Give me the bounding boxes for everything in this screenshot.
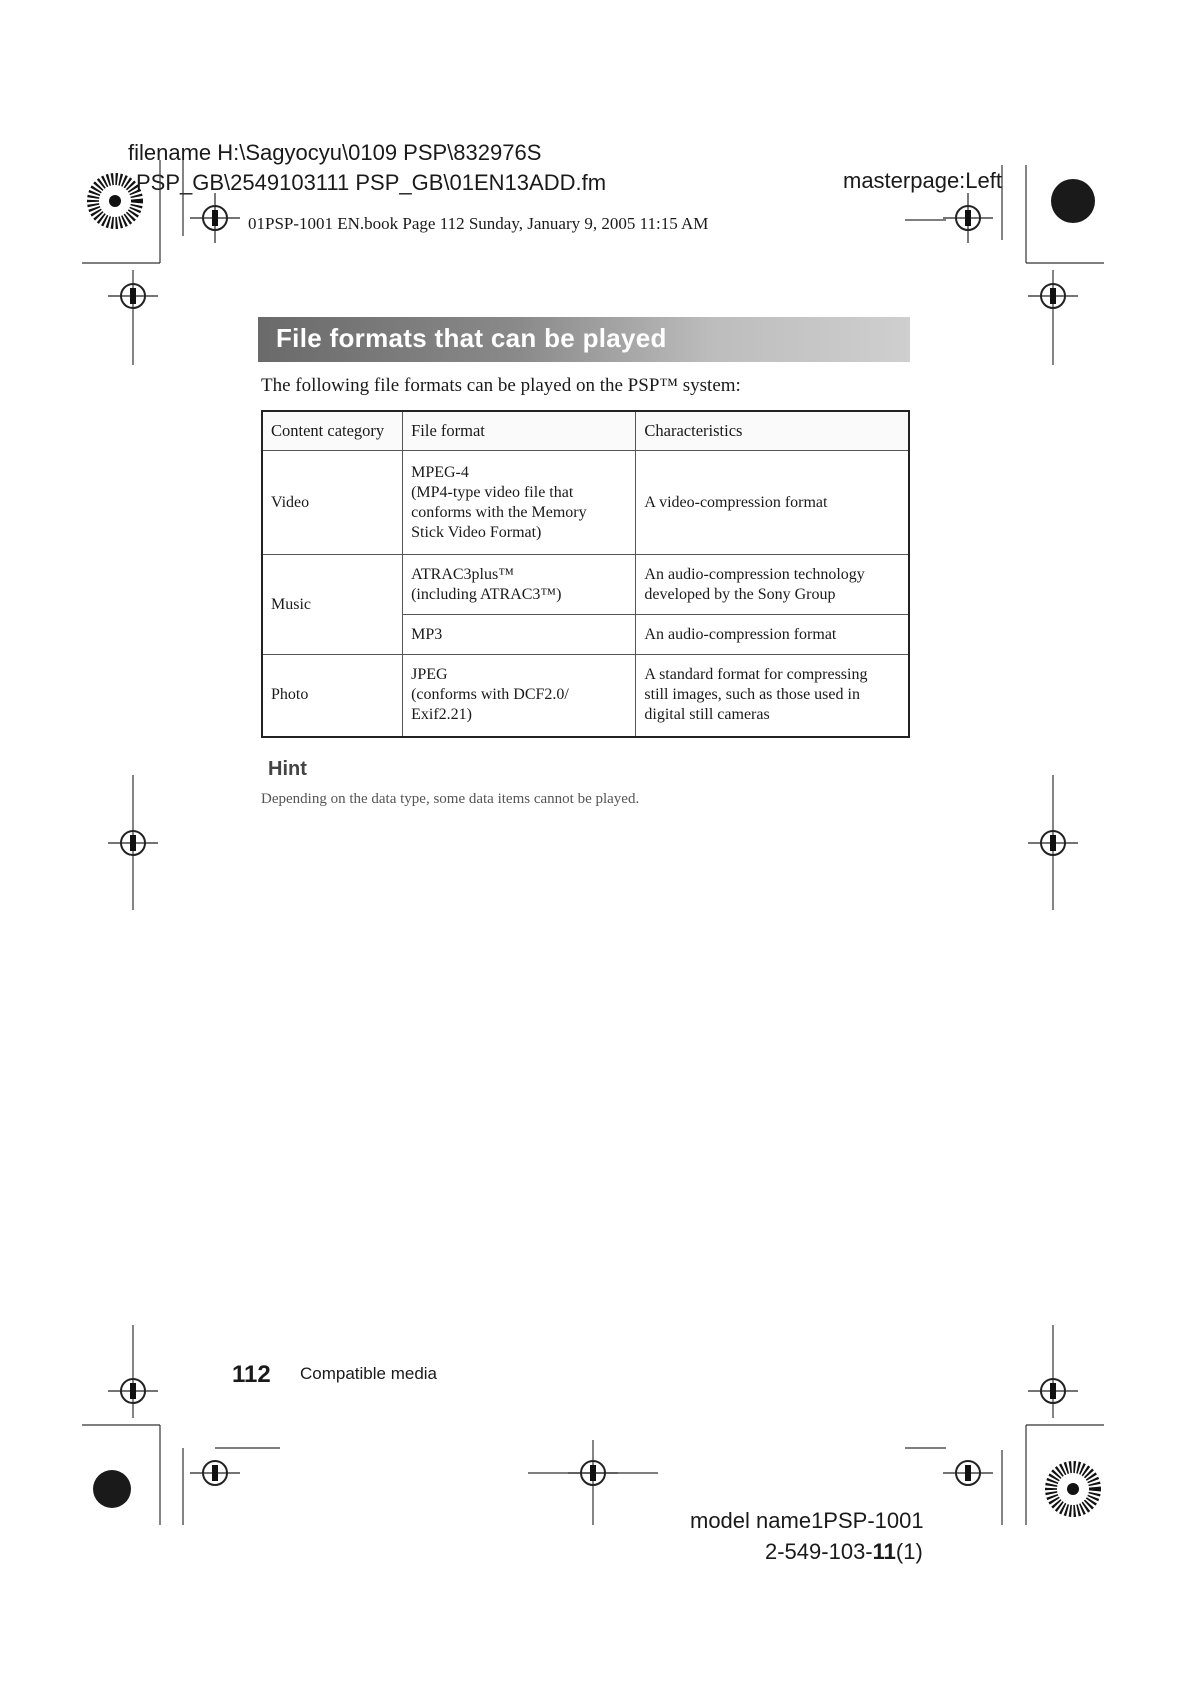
format-line: MP3: [411, 625, 443, 643]
table-header-row: [262, 411, 909, 451]
part-code-suffix: (1): [895, 1539, 923, 1564]
header-characteristics: Characteristics: [636, 411, 909, 451]
header-content-category: Content category: [262, 411, 403, 451]
table-row-photo: [262, 655, 909, 737]
cell-format: [403, 615, 636, 655]
cell-characteristics: [636, 615, 909, 655]
section-name: Compatible media: [300, 1364, 438, 1383]
section-banner: [258, 317, 910, 362]
cell-characteristics: [636, 655, 909, 737]
cell-category: Photo: [262, 655, 403, 737]
format-line: MPEG-4: [411, 463, 469, 481]
characteristics-line: An audio-compression format: [644, 625, 837, 643]
cell-format: [403, 655, 636, 737]
cell-format: [403, 451, 636, 555]
hint-title: Hint: [268, 758, 307, 780]
page-number: 112: [232, 1361, 271, 1388]
table-row-music: [262, 555, 909, 615]
cell-format: [403, 555, 636, 615]
format-line: Exif2.21): [411, 706, 472, 724]
format-line: JPEG: [411, 666, 448, 684]
filename-line-1: filename H:\Sagyocyu\0109 PSP\832976S: [128, 140, 542, 165]
characteristics-line: still images, such as those used in: [644, 686, 860, 704]
characteristics-line: A standard format for compressing: [644, 666, 868, 684]
format-line: (conforms with DCF2.0/: [411, 686, 569, 704]
format-line: Stick Video Format): [411, 523, 542, 541]
characteristics-line: An audio-compression technology: [644, 565, 865, 583]
intro-text: The following file formats can be played on the PSP™ system:: [261, 375, 741, 396]
format-line: ATRAC3plus™: [411, 565, 514, 583]
characteristics-line: developed by the Sony Group: [644, 585, 836, 603]
part-code-bold: 11: [872, 1539, 896, 1564]
model-name: model name1PSP-1001: [690, 1508, 924, 1533]
cell-category: Music: [262, 555, 403, 655]
header-file-format: File format: [403, 411, 636, 451]
format-line: (including ATRAC3™): [411, 585, 562, 603]
part-code-prefix: 2-549-103-: [765, 1539, 873, 1564]
hint-text: Depending on the data type, some data items cannot be played.: [261, 791, 640, 807]
book-info-line: 01PSP-1001 EN.book Page 112 Sunday, January 9, 2005 11:15 AM: [248, 214, 709, 233]
part-code: [765, 1539, 923, 1565]
file-formats-table: [261, 410, 910, 738]
cell-characteristics: [636, 555, 909, 615]
cell-characteristics: [636, 451, 909, 555]
characteristics-line: A video-compression format: [644, 493, 828, 511]
format-line: (MP4-type video file that: [411, 483, 574, 501]
masterpage-label: masterpage:Left: [843, 168, 1002, 193]
section-title: File formats that can be played: [276, 323, 667, 353]
characteristics-line: digital still cameras: [644, 706, 770, 724]
table-row-video: [262, 451, 909, 555]
cell-category: Video: [262, 451, 403, 555]
format-line: conforms with the Memory: [411, 503, 587, 521]
filename-line-2: PSP_GB\2549103111 PSP_GB\01EN13ADD.fm: [136, 170, 607, 195]
